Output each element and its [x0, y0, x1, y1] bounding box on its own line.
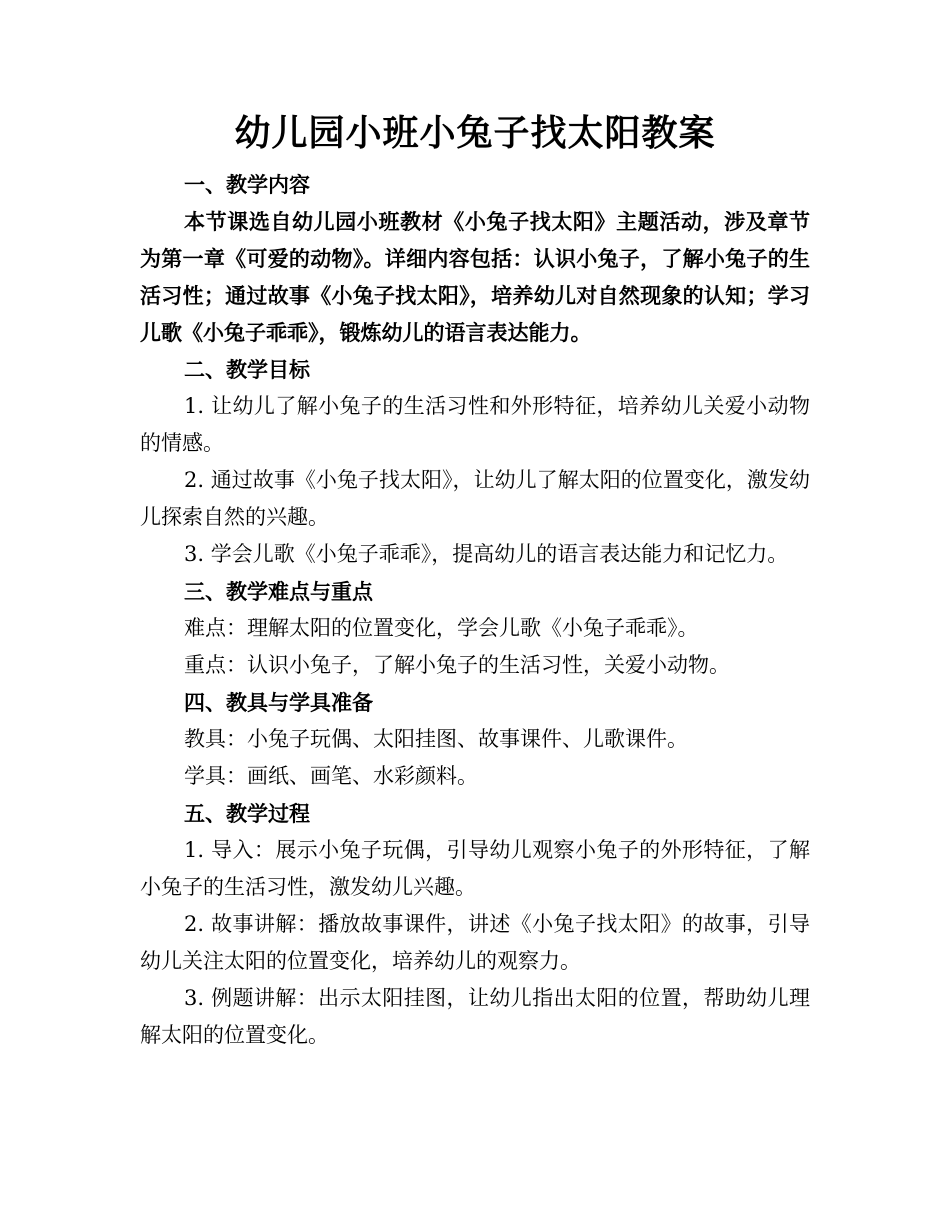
learning-tools: 学具：画纸、画笔、水彩颜料。 — [184, 764, 478, 788]
process-step-2: 2. 故事讲解：播放故事课件，讲述《小兔子找太阳》的故事，引导幼儿关注太阳的位置变化，培养幼儿的观察力。 — [140, 912, 810, 973]
teaching-aids: 教具：小兔子玩偶、太阳挂图、故事课件、儿歌课件。 — [184, 727, 688, 751]
document-title: 幼儿园小班小兔子找太阳教案 — [234, 112, 716, 154]
section-heading-materials: 四、教具与学具准备 — [184, 690, 373, 715]
key-point: 重点：认识小兔子，了解小兔子的生活习性，关爱小动物。 — [184, 653, 730, 677]
section-heading-process: 五、教学过程 — [184, 801, 310, 826]
section-heading-objectives: 二、教学目标 — [184, 357, 310, 382]
objective-1: 1. 让幼儿了解小兔子的生活习性和外形特征，培养幼儿关爱小动物的情感。 — [140, 394, 810, 455]
objective-3: 3. 学会儿歌《小兔子乖乖》，提高幼儿的语言表达能力和记忆力。 — [184, 542, 789, 566]
process-step-3: 3. 例题讲解：出示太阳挂图，让幼儿指出太阳的位置，帮助幼儿理解太阳的位置变化。 — [140, 986, 810, 1047]
document-body — [140, 166, 810, 1054]
objective-2: 2. 通过故事《小兔子找太阳》，让幼儿了解太阳的位置变化，激发幼儿探索自然的兴趣。 — [140, 468, 810, 529]
section-heading-key-points: 三、教学难点与重点 — [184, 579, 373, 604]
difficult-point: 难点：理解太阳的位置变化，学会儿歌《小兔子乖乖》。 — [184, 616, 699, 640]
content-paragraph: 本节课选自幼儿园小班教材《小兔子找太阳》主题活动，涉及章节为第一章《可爱的动物》。详细内容包括：认识小兔子，了解小兔子的生活习性；通过故事《小兔子找太阳》，培养幼儿对自然现象的认知；学习儿歌《小兔子乖乖》，锻炼幼儿的语言表达能力。 — [140, 209, 810, 345]
process-step-1: 1. 导入：展示小兔子玩偶，引导幼儿观察小兔子的外形特征，了解小兔子的生活习性，激发幼儿兴趣。 — [140, 838, 810, 899]
section-heading-content: 一、教学内容 — [184, 172, 310, 197]
